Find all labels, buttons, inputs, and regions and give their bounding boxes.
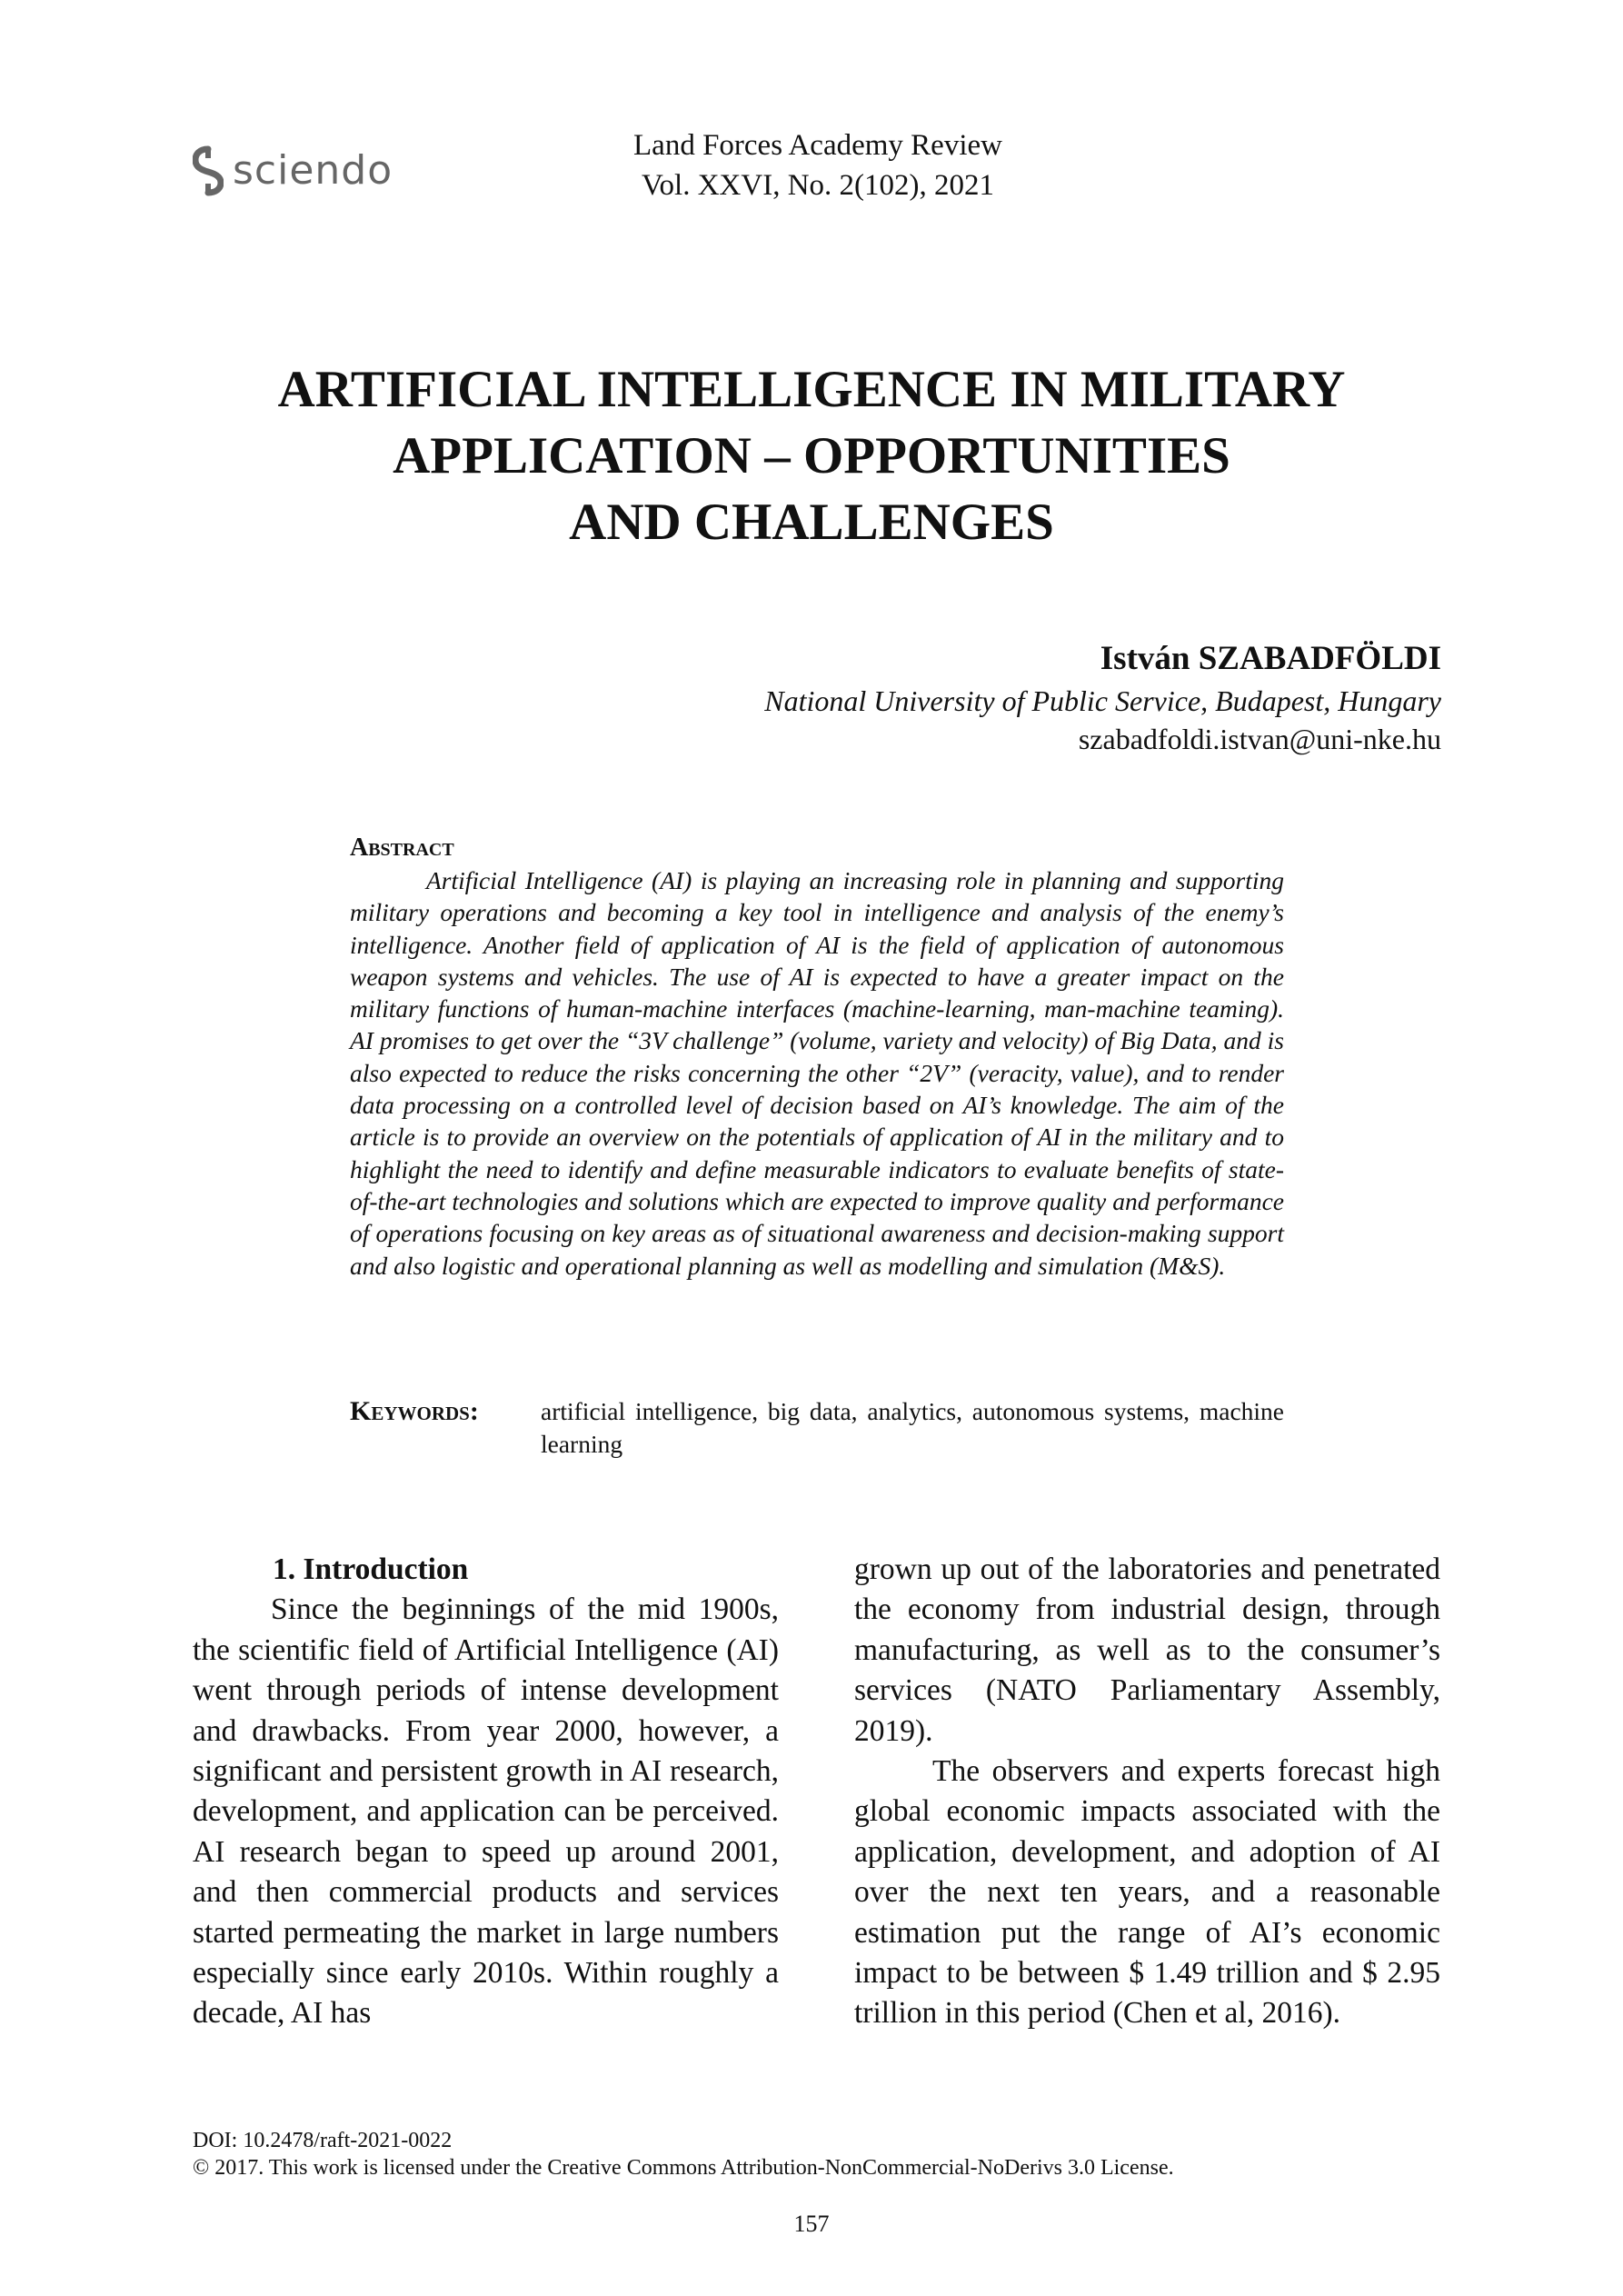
author-affiliation: National University of Public Service, Budapest, Hungary [764,684,1441,717]
body-column-right [854,1550,1440,2034]
body-paragraph: Since the beginnings of the mid 1900s, the scientific field of Artificial Intelligence (AI) went through periods of intense development and drawbacks. From year 2000, however, a significant and persistent growth in AI research, development, and application can be perceived. AI research began to speed up around 2001, and then commercial products and services started permeating the market in large numbers especially since early 2010s. Within roughly a decade, AI has [193,1592,779,2031]
sciendo-logo [193,145,393,196]
author-email: szabadfoldi.istvan@uni-nke.hu [1078,723,1441,755]
keywords-heading: Keywords: [350,1396,479,1426]
sciendo-logo-icon [193,145,224,196]
body-paragraph: grown up out of the laboratories and penetrated the economy from industrial design, through manufacturing, as well as to the consumer’s services (NATO Parliamentary Assembly, 2019). [854,1552,1440,1748]
paper-title [182,356,1441,555]
author-block [533,636,1441,758]
keywords-section [350,1395,1284,1461]
journal-header [509,125,1127,205]
journal-volume: Vol. XXVI, No. 2(102), 2021 [641,169,995,202]
author-name: István SZABADFÖLDI [1100,640,1441,677]
body-paragraph: The observers and experts forecast high global economic impacts associated with the application, development, and adoption of AI over the next ten years, and a reasonable estimation put the range of AI’s economic impact to be between $ 1.49 trillion and $ 2.95 trillion in this period (Chen et al, 2016). [854,1754,1440,2031]
abstract-section [350,832,1284,1282]
page-footer [193,2127,1465,2181]
logo-text: sciendo [233,147,393,194]
body-column-left [193,1550,779,2034]
title-line-1: ARTIFICIAL INTELLIGENCE IN MILITARY [277,361,1346,418]
abstract-text: Artificial Intelligence (AI) is playing an increasing role in planning and supporting military operations and becoming a key tool in intelligence and analysis of the enemy’s intelligence. Another field of application of AI is the field of application of autonomous weapon systems and vehicles. The use of AI is expected to have a greater impact on the military functions of human-machine interfaces (machine-learning, man-machine teaming). AI promises to get over the “3V challenge” (volume, variety and velocity) of Big Data, and is also expected to reduce the risks concerning the other “2V” (veracity, value), and to render data processing on a controlled level of decision based on AI’s knowledge. The aim of the article is to provide an overview on the potentials of application of AI in the military and to highlight the need to identify and define measurable indicators to evaluate benefits of state-of-the-art technologies and solutions which are expected to improve quality and performance of operations focusing on key areas as of situational awareness and decision-making support and also logistic and operational planning as well as modelling and simulation (M&S). [350,866,1284,1280]
doi: DOI: 10.2478/raft-2021-0022 [193,2129,453,2152]
abstract-heading: Abstract [350,834,454,862]
page-number: 157 [793,2211,830,2237]
title-line-2: APPLICATION – OPPORTUNITIES [393,427,1230,484]
title-line-3: AND CHALLENGES [569,494,1054,551]
journal-name: Land Forces Academy Review [633,129,1002,162]
keywords-text: artificial intelligence, big data, analytics, autonomous systems, machine learning [541,1397,1284,1458]
section-heading: 1. Introduction [273,1552,469,1586]
license-notice: © 2017. This work is licensed under the Creative Commons Attribution-NonCommercial-NoDerivs 3.0 License. [193,2156,1174,2180]
